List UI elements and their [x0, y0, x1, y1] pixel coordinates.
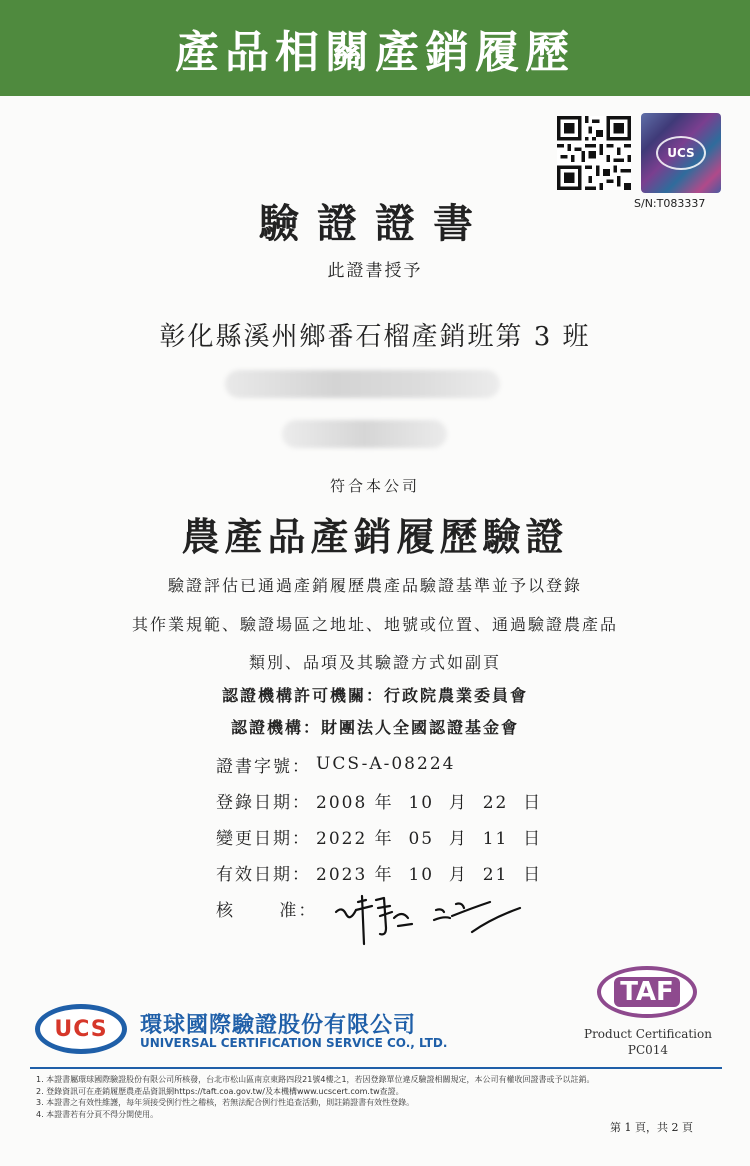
ucs-logo-text: UCS	[54, 1016, 108, 1042]
change-date-label: 變更日期：	[216, 828, 311, 849]
footer-note: 1. 本證書屬環球國際驗證股份有限公司所核發，台北市松山區南京東路四段21號4樓之1，若因登錄單位違反驗證相關規定，本公司有權收回證書或予以註銷。	[36, 1075, 595, 1084]
redacted-detail	[282, 420, 447, 448]
serial-number: S/N:T083337	[634, 197, 706, 210]
cert-number-row	[216, 746, 542, 782]
footer-note: 4. 本證書若有分頁不得分開使用。	[36, 1109, 159, 1119]
footer-divider	[30, 1067, 722, 1069]
certificate-title: 驗證證書	[259, 200, 491, 247]
comply-text: 符合本公司	[329, 477, 420, 495]
change-date-value: 2022 年 05 月 11 日	[316, 828, 543, 849]
cert-number-label: 證書字號：	[216, 756, 311, 777]
description-line-3: 類別、品項及其驗證方式如副頁	[248, 653, 501, 672]
change-date-row	[216, 818, 542, 854]
page-number: 第 1 頁，共 2 頁	[610, 1121, 693, 1134]
certification-type: 農產品產銷履歷驗證	[181, 514, 569, 559]
page-banner	[0, 0, 750, 96]
banner-title: 產品相關產銷履歷	[175, 27, 575, 78]
valid-date-value: 2023 年 10 月 21 日	[316, 864, 543, 885]
ucs-logo	[35, 1004, 127, 1054]
company-name-cn: 環球國際驗證股份有限公司	[140, 1013, 417, 1038]
taf-logo-text: TAF	[614, 977, 680, 1007]
taf-product-certification: Product Certification	[584, 1027, 712, 1041]
registration-date-label: 登錄日期：	[216, 792, 311, 813]
accreditation-body: 認證機構：財團法人全國認證基金會	[230, 718, 519, 737]
hologram-seal	[641, 113, 721, 193]
signature	[332, 888, 532, 948]
company-name-en: UNIVERSAL CERTIFICATION SERVICE CO., LTD.	[140, 1036, 448, 1050]
approve-label: 核 准：	[216, 900, 318, 921]
qr-code-icon[interactable]	[557, 116, 631, 190]
accreditation-authority: 認證機構許可機關：行政院農業委員會	[221, 686, 528, 705]
grant-text: 此證書授予	[327, 261, 423, 281]
description-line-1: 驗證評估已通過產銷履歷農產品驗證基準並予以登錄	[167, 576, 582, 595]
footer-note: 3. 本證書之有效性維護，每年須接受例行性之稽核，若無法配合例行性追查活動，則註銷證書有效性登錄。	[36, 1098, 415, 1107]
cert-number-value: UCS-A-08224	[316, 754, 456, 774]
description-line-2: 其作業規範、驗證場區之地址、地號或位置、通過驗證農產品	[131, 615, 618, 634]
hologram-seal-text: UCS	[656, 136, 706, 170]
valid-date-row	[216, 854, 542, 890]
footer-note: 2. 登錄資訊可在產銷履歷農產品資訊網https://taft.coa.gov.tw/及本機構www.ucscert.com.tw查證。	[36, 1086, 404, 1096]
redacted-address	[225, 370, 500, 398]
organization-name: 彰化縣溪州鄉番石榴產銷班第 3 班	[159, 322, 591, 352]
taf-logo	[597, 966, 697, 1018]
footer-notes	[36, 1074, 726, 1120]
registration-date-row	[216, 782, 542, 818]
taf-code: PC014	[627, 1043, 669, 1057]
registration-date-value: 2008 年 10 月 22 日	[316, 792, 543, 813]
valid-date-label: 有效日期：	[216, 864, 311, 885]
